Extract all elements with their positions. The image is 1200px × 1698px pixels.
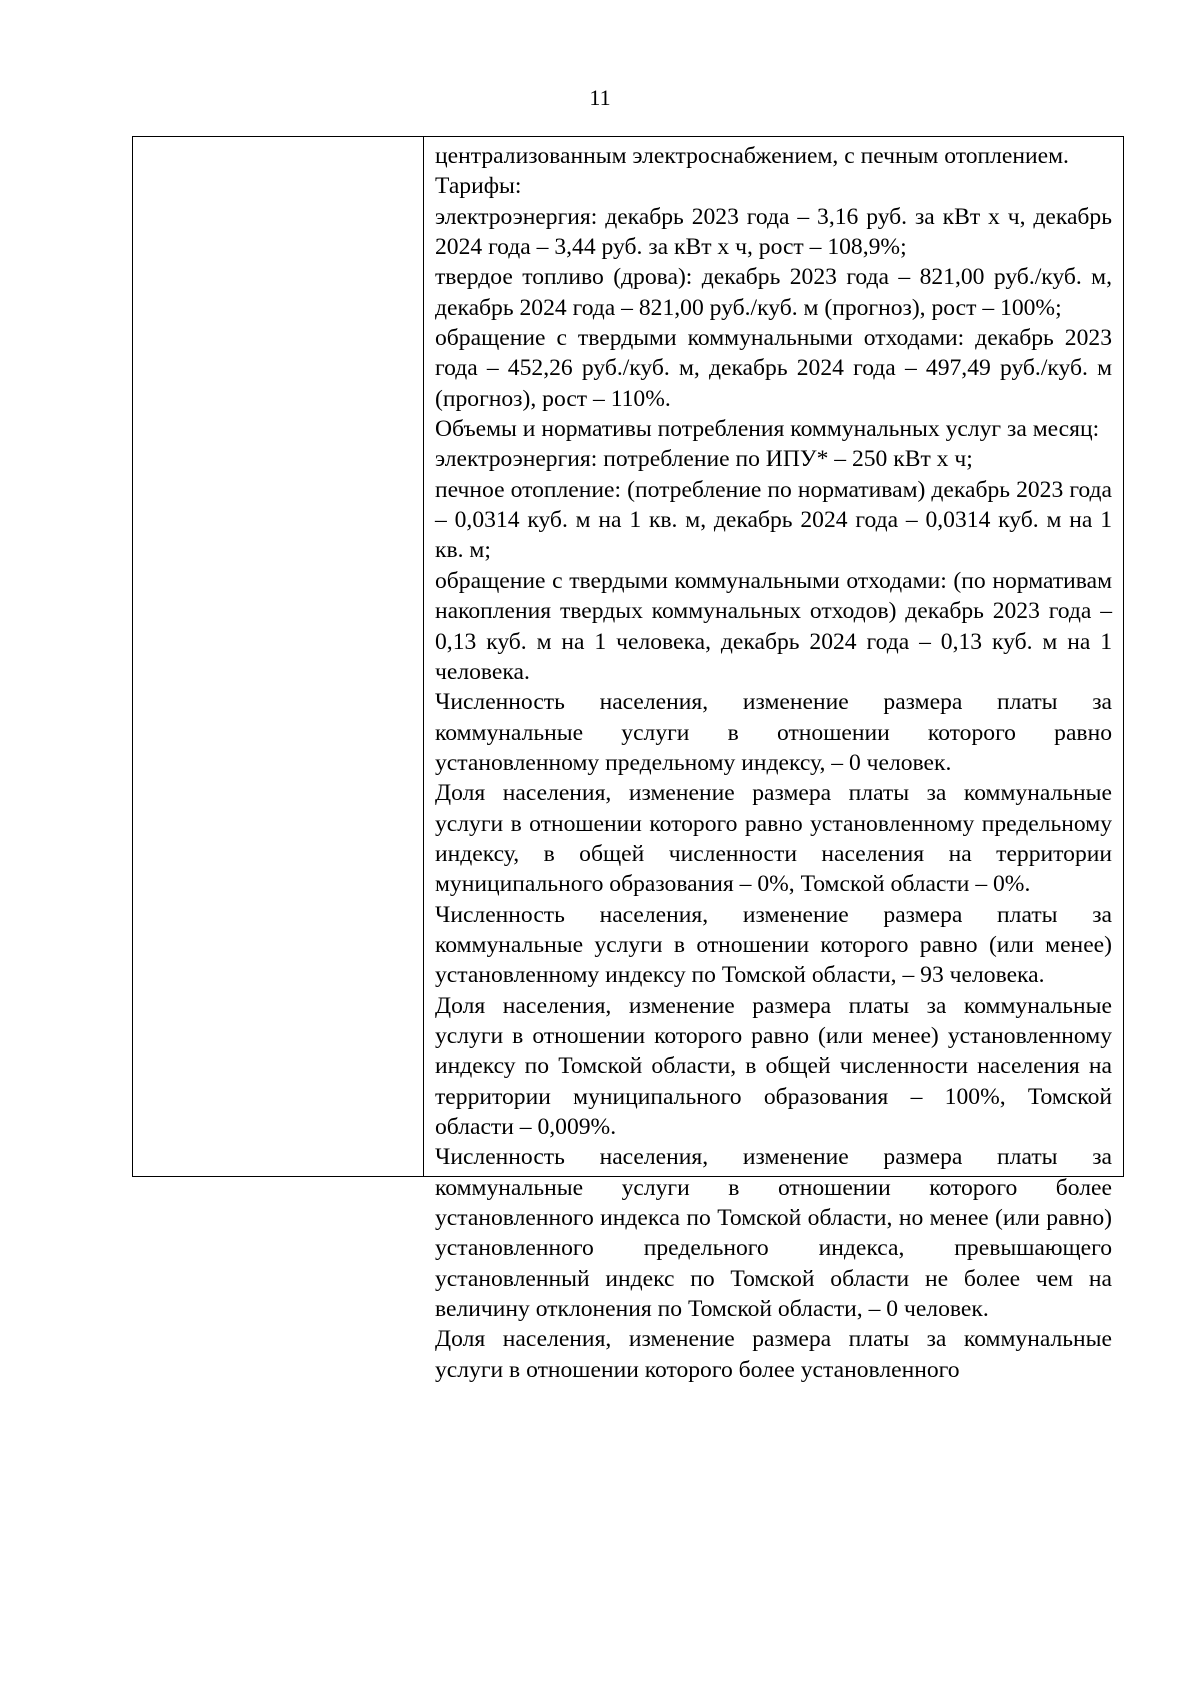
paragraph-share-above-index: Доля населения, изменение размера платы за коммунальные услуги в отношении которого более установленного [435, 1326, 1112, 1383]
paragraph-tariffs-heading: Тарифы: [435, 173, 522, 200]
paragraph-supply-type: централизованным электроснабжением, с печным отоплением. [435, 143, 1069, 169]
paragraph-volumes-heading: Объемы и нормативы потребления коммунальных услуг за месяц: [435, 416, 1100, 443]
paragraph-share-equal-limit: Доля населения, изменение размера платы за коммунальные услуги в отношении которого равно установленному предельному индексу, в общей численности населения на территории муниципального образования – 0%, Томской области – 0%. [435, 780, 1112, 898]
content-table [132, 136, 1124, 1383]
paragraph-volume-heating: печное отопление: (потребление по нормативам) декабрь 2023 года – 0,0314 куб. м на 1 кв. м, декабрь 2024 года – 0,0314 куб. м на 1 кв. м; [435, 476, 1112, 564]
paragraph-tariff-solid-fuel: твердое топливо (дрова): декабрь 2023 года – 821,00 руб./куб. м, декабрь 2024 года – 821,00 руб./куб. м (прогноз), рост – 100%; [435, 264, 1112, 321]
paragraph-population-equal-limit: Численность населения, изменение размера платы за коммунальные услуги в отношении которого равно установленному предельному индексу, – 0 человек. [435, 689, 1112, 776]
paragraph-tariff-electricity: электроэнергия: декабрь 2023 года – 3,16 руб. за кВт х ч, декабрь 2024 года – 3,44 руб. за кВт х ч, рост – 108,9%; [435, 203, 1112, 261]
paragraph-population-equal-or-less-index: Численность населения, изменение размера платы за коммунальные услуги в отношении которого равно (или менее) установленному индексу по Томской области, – 93 человека. [435, 901, 1112, 989]
paragraph-tariff-waste: обращение с твердыми коммунальными отходами: декабрь 2023 года – 452,26 руб./куб. м, декабрь 2024 года – 497,49 руб./куб. м (прогноз), рост – 110%. [435, 325, 1112, 412]
page-number: 11 [589, 85, 611, 110]
paragraph-volume-electricity: электроэнергия: потребление по ИПУ* – 250 кВт х ч; [435, 446, 973, 473]
paragraph-share-equal-or-less-index: Доля населения, изменение размера платы за коммунальные услуги в отношении которого равно (или менее) установленному индексу по Томской области, в общей численности населения на территории муниципального образования – 100%, Томской области – 0,009%. [435, 992, 1112, 1140]
table-right-cell [424, 137, 1123, 1383]
table-left-cell [133, 137, 424, 1176]
paragraph-population-above-index: Численность населения, изменение размера платы за коммунальные услуги в отношении которого более установленного индекса по Томской области, но менее (или равно) установленного предельного индекса, превышающего установленный индекс по Томской области не более чем на величину отклонения по Томской области, – 0 человек. [435, 1144, 1112, 1323]
paragraph-volume-waste: обращение с твердыми коммунальными отходами: (по нормативам накопления твердых коммунальных отходов) декабрь 2023 года – 0,13 куб. м на 1 человека, декабрь 2024 года – 0,13 куб. м на 1 человека. [435, 567, 1112, 685]
